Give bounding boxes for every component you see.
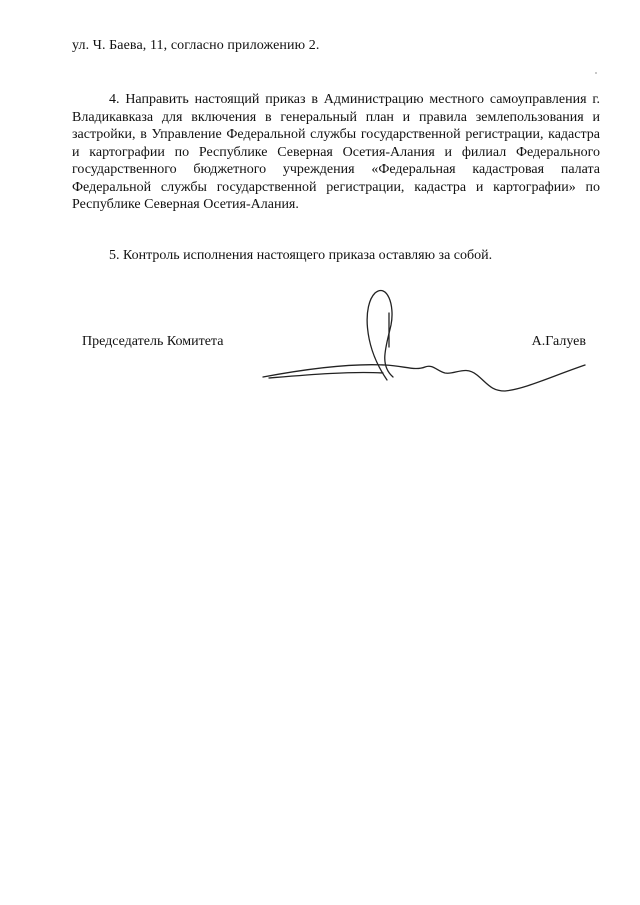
paragraph-4: 4. Направить настоящий приказ в Администрацию местного самоуправления г. Владикавказа для включения в генеральный план и правила землепользования и застройки, в Управление Федеральной службы государственной регистрации, кадастра и картографии по Республике Северная Осетия-Алания и филиал Федерального государственного бюджетного учреждения «Федеральная кадастровая палата Федеральной службы государственной регистрации, кадастра и картографии» по Республике Северная Осетия-Алания. xyxy=(72,92,600,212)
signatory-title: Председатель Комитета xyxy=(82,334,224,349)
signatory-name: А.Галуев xyxy=(531,334,586,349)
continuation-line: ул. Ч. Баева, 11, согласно приложению 2. xyxy=(72,38,320,53)
scan-speck xyxy=(595,72,597,74)
paragraph-5: 5. Контроль исполнения настоящего приказа оставляю за собой. xyxy=(109,248,493,263)
